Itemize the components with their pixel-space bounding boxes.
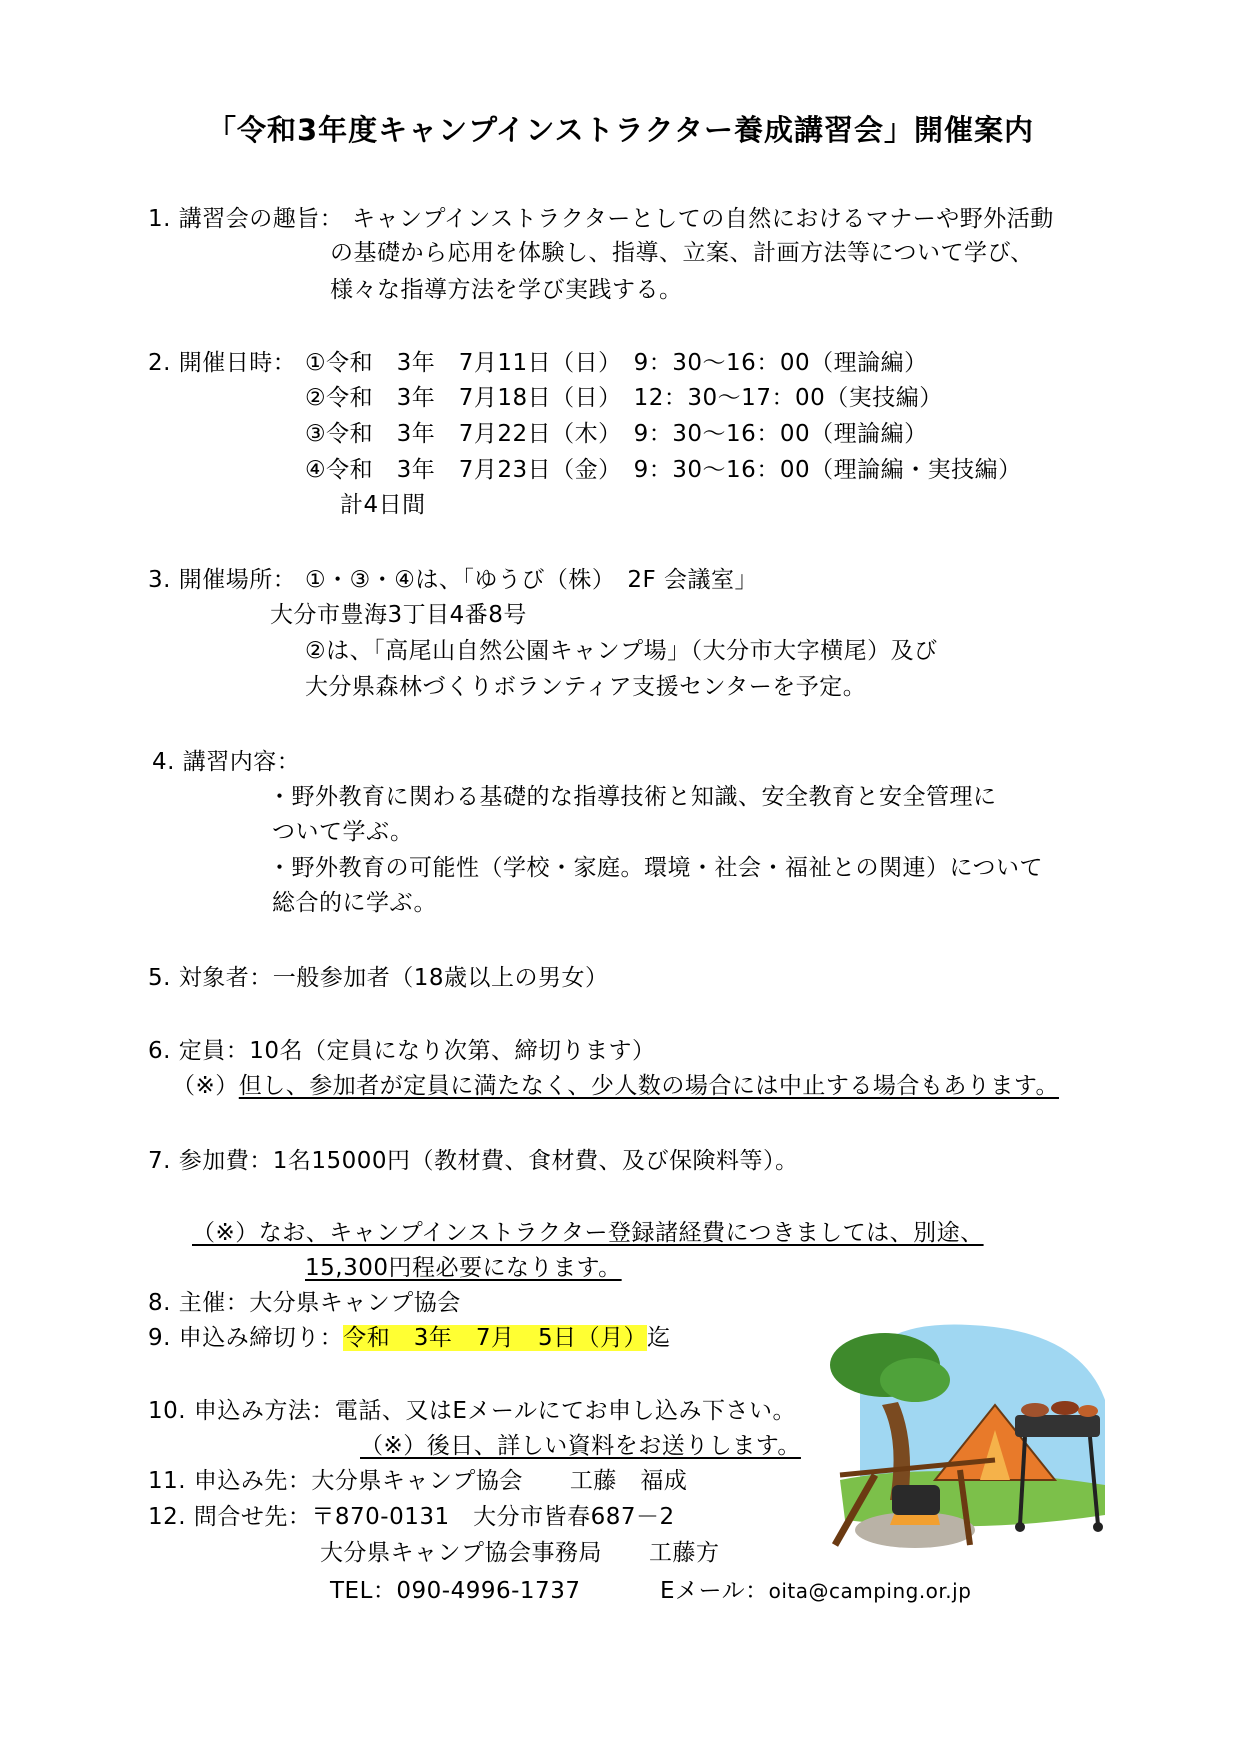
deadline-date: 令和 3年 7月 5日（月）	[343, 1325, 648, 1351]
section-1-line3: 様々な指導方法を学び実践する。	[330, 277, 683, 303]
section-5-target: 5. 対象者：一般参加者（18歳以上の男女）	[148, 965, 609, 991]
section-2-label: 2. 開催日時：	[148, 350, 297, 376]
schedule-date-2: ②令和 3年 7月18日（日） 12：30～17：00（実技編）	[305, 385, 943, 411]
contact-email-line	[660, 1576, 971, 1606]
section-1-line2: の基礎から応用を体験し、指導、立案、計画方法等について学び、	[330, 240, 1034, 266]
venue-line3: ②は、「高尾山自然公園キャンプ場」（大分市大字横尾）及び	[305, 638, 938, 664]
section-7-fee: 7. 参加費：1名15000円（教材費、食材費、及び保険料等）。	[148, 1148, 799, 1174]
fee-note-line2: 15,300円程必要になります。	[305, 1255, 622, 1281]
deadline-suffix: 迄	[647, 1325, 671, 1351]
venue-address: 大分市豊海3丁目4番8号	[270, 602, 527, 628]
capacity-note-text: 但し、参加者が定員に満たなく、少人数の場合には中止する場合もあります。	[238, 1073, 1059, 1099]
section-4-label: 4. 講習内容：	[152, 749, 301, 775]
section-1-label: 1. 講習会の趣旨：	[148, 206, 344, 232]
venue-line1: ①・③・④は、「ゆうび（株） 2F 会議室」	[305, 567, 759, 593]
section-8-organizer: 8. 主催：大分県キャンプ協会	[148, 1290, 461, 1316]
deadline-label: 9. 申込み締切り：	[148, 1325, 344, 1351]
section-3-label: 3. 開催場所：	[148, 567, 297, 593]
schedule-total: 計4日間	[340, 492, 426, 518]
contact-email-label: Eメール：	[660, 1578, 769, 1604]
contact-office: 大分県キャンプ協会事務局 工藤方	[320, 1540, 720, 1566]
method-note: （※）後日、詳しい資料をお送りします。	[360, 1433, 801, 1459]
fee-note-line1: （※）なお、キャンプインストラクター登録諸経費につきましては、別途、	[192, 1220, 984, 1246]
section-9-deadline	[148, 1323, 671, 1353]
content-line1: ・野外教育に関わる基礎的な指導技術と知識、安全教育と安全管理に	[268, 784, 997, 810]
schedule-date-1: ①令和 3年 7月11日（日） 9：30～16：00（理論編）	[305, 350, 928, 376]
section-1-line1: キャンプインストラクターとしての自然におけるマナーや野外活動	[352, 206, 1054, 232]
document-title: 「令和3年度キャンプインストラクター養成講習会」開催案内	[206, 113, 1035, 147]
content-line2: ついて学ぶ。	[272, 819, 414, 845]
section-11-applyto: 11. 申込み先：大分県キャンプ協会 工藤 福成	[148, 1468, 688, 1494]
section-10-method: 10. 申込み方法：電話、又はEメールにてお申し込み下さい。	[148, 1398, 796, 1424]
contact-email[interactable]: oita@camping.or.jp	[768, 1579, 972, 1603]
camping-illustration	[820, 1310, 1120, 1560]
section-12-contact: 12. 問合せ先：〒870-0131 大分市皆春687－2	[148, 1504, 675, 1530]
schedule-date-3: ③令和 3年 7月22日（木） 9：30～16：00（理論編）	[305, 421, 928, 447]
content-line4: 総合的に学ぶ。	[272, 890, 437, 916]
content-line3: ・野外教育の可能性（学校・家庭。環境・社会・福祉との関連）について	[268, 855, 1044, 881]
contact-tel: TEL：090-4996-1737	[330, 1578, 581, 1604]
capacity-note	[172, 1071, 1059, 1101]
capacity-note-prefix: （※）	[172, 1073, 239, 1099]
venue-line4: 大分県森林づくりボランティア支援センターを予定。	[305, 674, 867, 700]
schedule-date-4: ④令和 3年 7月23日（金） 9：30～16：00（理論編・実技編）	[305, 457, 1022, 483]
section-6-capacity: 6. 定員：10名（定員になり次第、締切ります）	[148, 1038, 656, 1064]
